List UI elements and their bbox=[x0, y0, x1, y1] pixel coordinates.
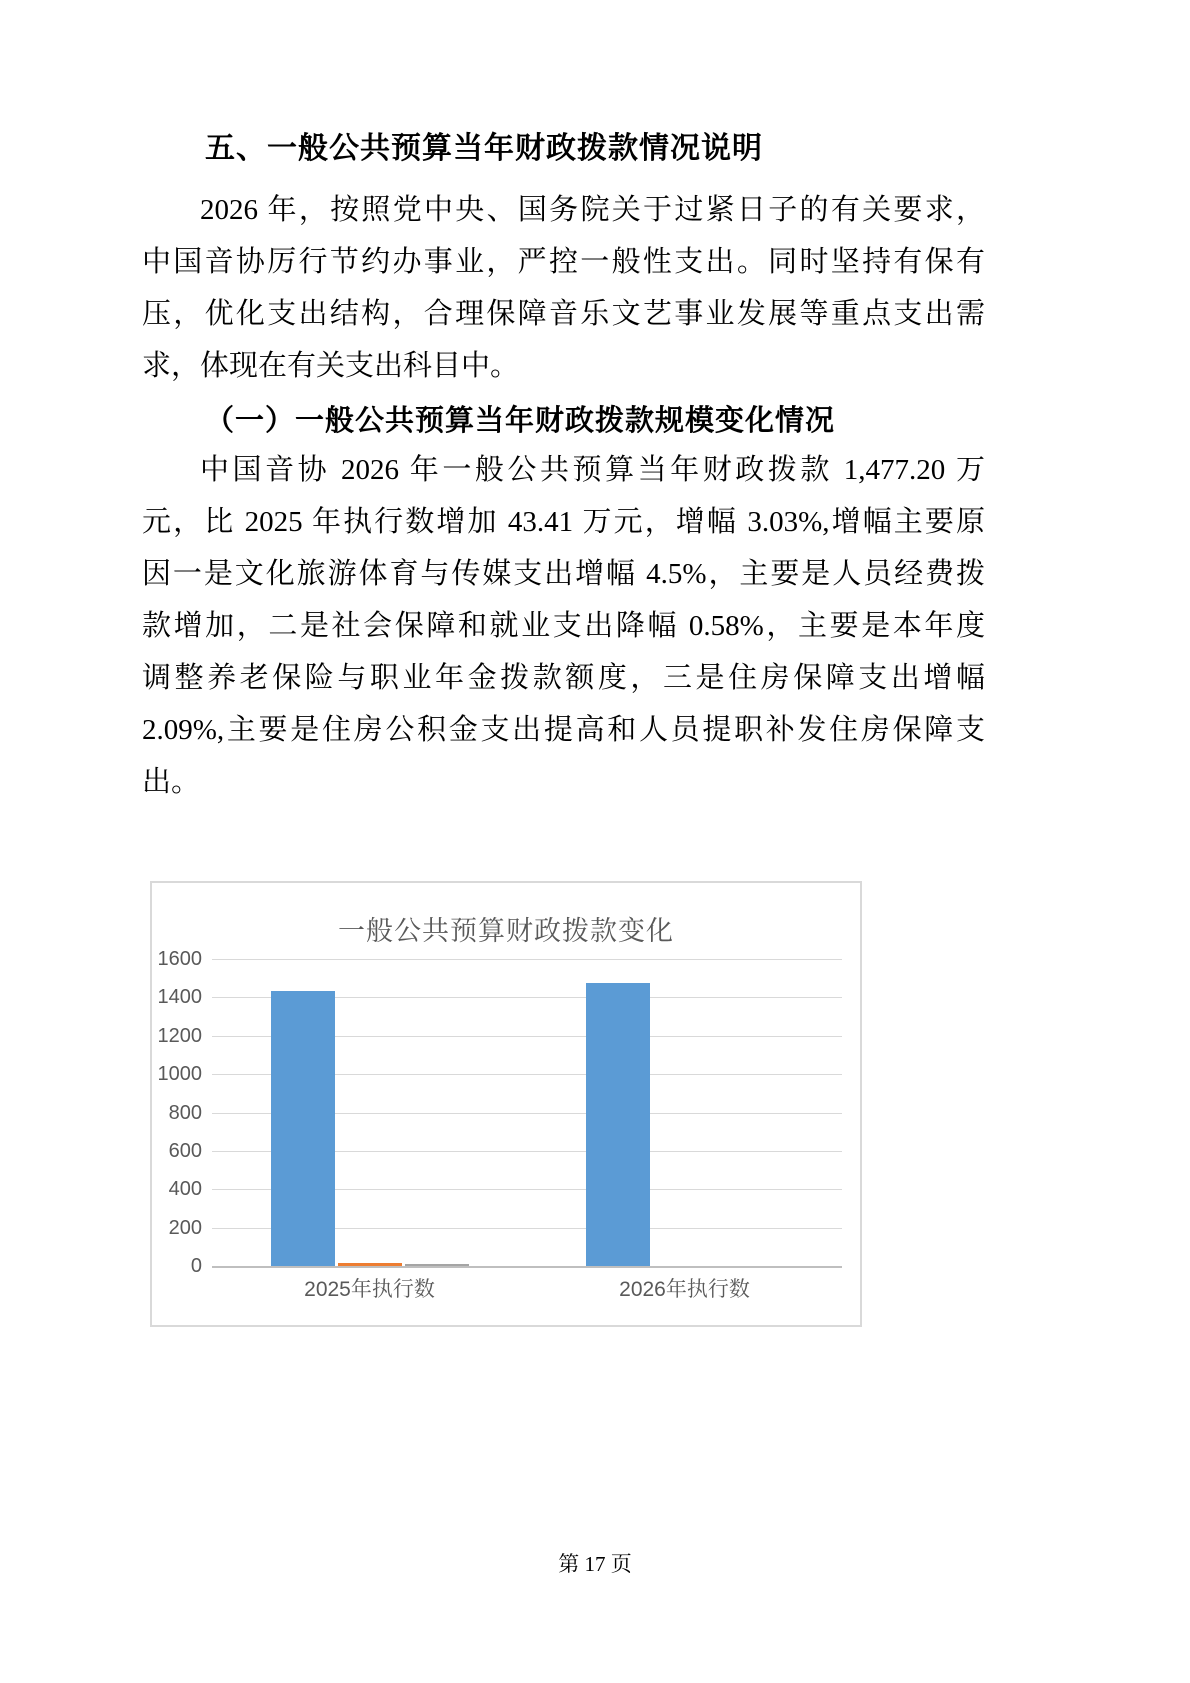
text-line: 2.09%,主要是住房公积金支出提高和人员提职补发住房保障支 bbox=[142, 714, 985, 746]
text-line: 出。 bbox=[142, 766, 201, 798]
y-axis-tick-label: 1200 bbox=[157, 1024, 202, 1047]
y-axis-tick-label: 1000 bbox=[157, 1063, 202, 1086]
text-line: 中国音协 2026 年一般公共预算当年财政拨款 1,477.20 万 bbox=[200, 454, 985, 486]
x-axis-category-label: 2026年执行数 bbox=[619, 1278, 750, 1301]
y-axis-tick-label: 800 bbox=[168, 1101, 202, 1124]
bar-gray-2025年执行数 bbox=[405, 1264, 469, 1266]
text-line: 压，优化支出结构，合理保障音乐文艺事业发展等重点支出需 bbox=[142, 298, 985, 330]
text-line: 元，比 2025 年执行数增加 43.41 万元，增幅 3.03%,增幅主要原 bbox=[142, 506, 985, 538]
bar-orange-2025年执行数 bbox=[338, 1263, 402, 1266]
paragraph-2 bbox=[142, 444, 985, 808]
y-axis-tick-label: 1400 bbox=[157, 986, 202, 1009]
text-line: 因一是文化旅游体育与传媒支出增幅 4.5%，主要是人员经费拨 bbox=[142, 558, 985, 590]
text-line: 中国音协厉行节约办事业，严控一般性支出。同时坚持有保有 bbox=[142, 246, 985, 278]
gridline bbox=[212, 959, 842, 960]
page-number: 第 17 页 bbox=[558, 1552, 632, 1576]
chart-plot-area bbox=[157, 948, 842, 1301]
text-line: 调整养老保险与职业年金拨款额度，三是住房保障支出增幅 bbox=[142, 662, 985, 694]
x-axis-line bbox=[212, 1266, 842, 1268]
paragraph-1 bbox=[142, 184, 985, 392]
bar-blue-2026年执行数 bbox=[586, 983, 650, 1266]
text-line: 款增加，二是社会保障和就业支出降幅 0.58%，主要是本年度 bbox=[142, 610, 985, 642]
y-axis-tick-label: 600 bbox=[168, 1139, 202, 1162]
text-line: 2026 年，按照党中央、国务院关于过紧日子的有关要求， bbox=[200, 194, 985, 226]
bar-blue-2025年执行数 bbox=[271, 991, 335, 1266]
x-axis-category-label: 2025年执行数 bbox=[304, 1278, 435, 1301]
page-content bbox=[142, 0, 985, 1327]
y-axis-tick-label: 1600 bbox=[157, 948, 202, 970]
y-axis-tick-label: 0 bbox=[190, 1255, 202, 1277]
section-heading: 五、一般公共预算当年财政拨款情况说明 bbox=[205, 132, 763, 165]
y-axis-tick-label: 200 bbox=[168, 1216, 202, 1239]
chart-title: 一般公共预算财政拨款变化 bbox=[338, 916, 674, 946]
text-line: 求，体现在有关支出科目中。 bbox=[142, 350, 520, 382]
sub-heading: （一）一般公共预算当年财政拨款规模变化情况 bbox=[205, 405, 836, 437]
bar-chart bbox=[150, 881, 862, 1327]
y-axis-tick-label: 400 bbox=[168, 1178, 202, 1201]
